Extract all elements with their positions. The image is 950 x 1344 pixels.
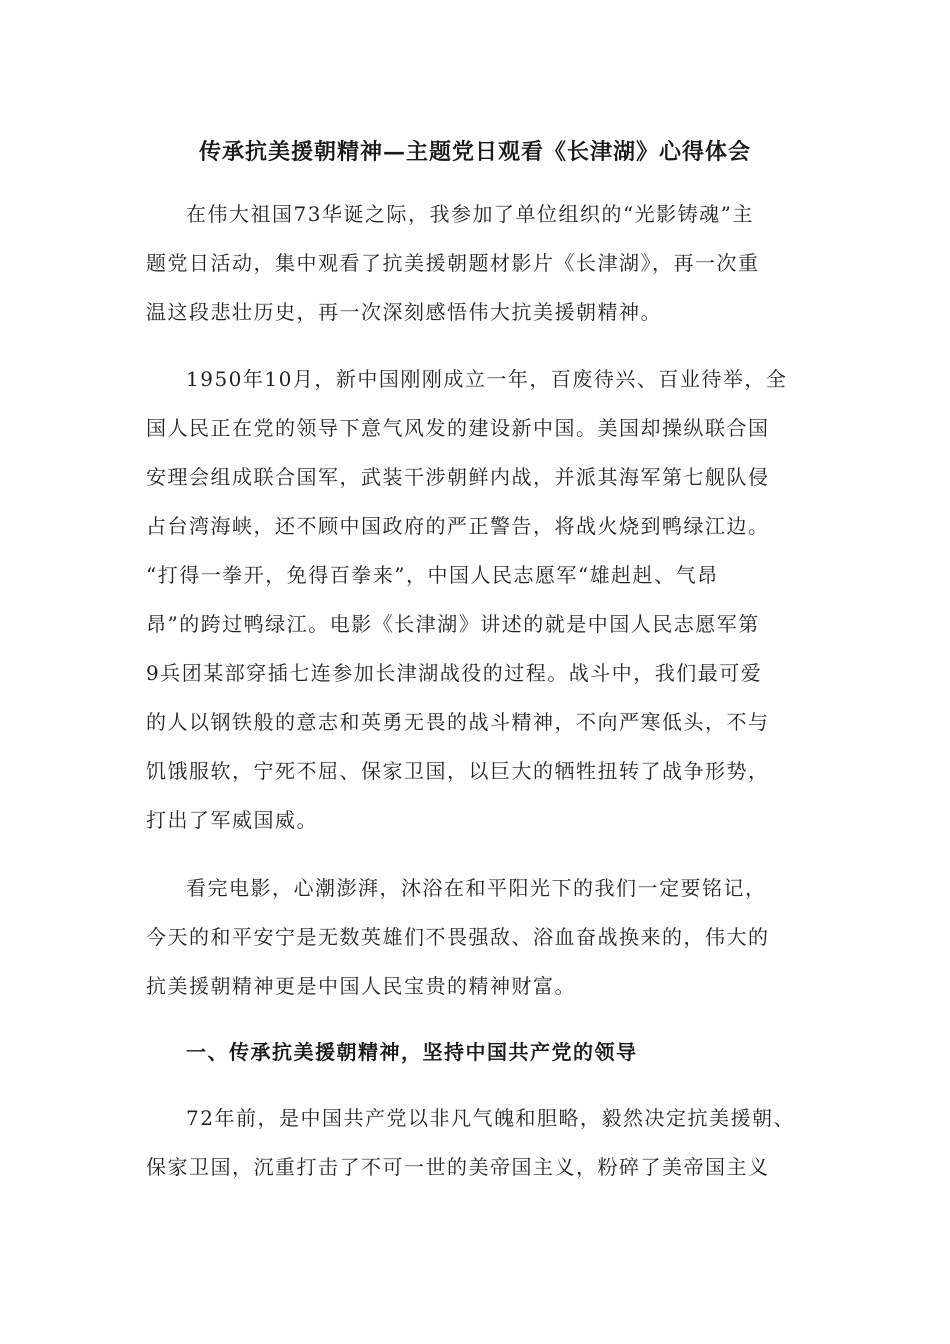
paragraph-line: 保家卫国，沉重打击了不可一世的美帝国主义，粉碎了美帝国主义 <box>146 1155 770 1179</box>
paragraph-line: 国人民正在党的领导下意气风发的建设新中国。美国却操纵联合国 <box>146 416 770 440</box>
paragraph-line: 抗美援朝精神更是中国人民宝贵的精神财富。 <box>146 974 576 998</box>
paragraph-4 <box>146 1094 826 1192</box>
paragraph-line: 今天的和平安宁是无数英雄们不畏强敌、浴血奋战换来的，伟大的 <box>146 925 770 949</box>
paragraph-line: 1950年10月，新中国刚刚成立一年，百废待兴、百业待举，全 <box>186 367 788 391</box>
paragraph-line: 安理会组成联合国军，武装干涉朝鲜内战，并派其海军第七舰队侵 <box>146 465 770 489</box>
paragraph-1 <box>146 190 826 337</box>
paragraph-2 <box>146 355 826 845</box>
paragraph-line: 看完电影，心潮澎湃，沐浴在和平阳光下的我们一定要铭记， <box>186 876 767 900</box>
paragraph-line: 打出了军威国威。 <box>146 808 318 832</box>
paragraph-line: 的人以钢铁般的意志和英勇无畏的战斗精神，不向严寒低头，不与 <box>146 710 770 734</box>
paragraph-line: 昂”的跨过鸭绿江。电影《长津湖》讲述的就是中国人民志愿军第 <box>146 612 760 636</box>
section-heading-1: 一、传承抗美援朝精神，坚持中国共产党的领导 <box>186 1040 638 1064</box>
paragraph-line: 72年前，是中国共产党以非凡气魄和胆略，毅然决定抗美援朝、 <box>186 1106 795 1130</box>
paragraph-line: 温这段悲壮历史，再一次深刻感悟伟大抗美援朝精神。 <box>146 300 662 324</box>
document-title: 传承抗美援朝精神—主题党日观看《长津湖》心得体会 <box>198 139 751 165</box>
paragraph-line: 在伟大祖国73华诞之际，我参加了单位组织的“光影铸魂”主 <box>186 202 754 226</box>
paragraph-line: 题党日活动，集中观看了抗美援朝题材影片《长津湖》，再一次重 <box>146 251 760 275</box>
paragraph-3 <box>146 864 826 1011</box>
paragraph-line: “打得一拳开，免得百拳来”，中国人民志愿军“雄赳赳、气昂 <box>146 563 719 587</box>
paragraph-line: 9兵团某部穿插七连参加长津湖战役的过程。战斗中，我们最可爱 <box>146 661 763 685</box>
paragraph-line: 占台湾海峡，还不顾中国政府的严正警告，将战火烧到鸭绿江边。 <box>146 514 770 538</box>
paragraph-line: 饥饿服软，宁死不屈、保家卫国，以巨大的牺牲扭转了战争形势， <box>146 759 770 783</box>
